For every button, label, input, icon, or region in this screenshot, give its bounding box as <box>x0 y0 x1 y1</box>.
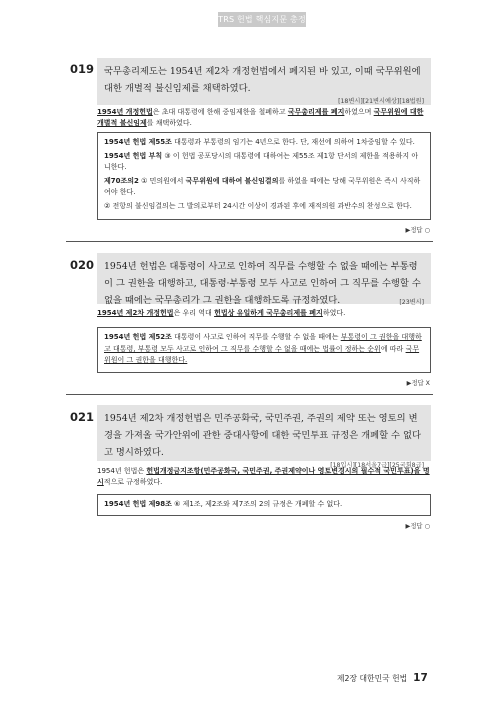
explanation-term: 헌법개정금지조항(민주공화국, 국민주권, 주권제약이나 영토변경시의 필수적 국민투표)을 명시 <box>97 467 430 486</box>
question-text: 국무총리제도는 1954년 제2차 개정헌법에서 폐지된 바 있고, 이때 국무위원에 대한 개별적 불신임제를 채택하였다. <box>104 66 421 94</box>
answer-label: ▶정답 ○ <box>405 227 430 234</box>
explanation: 1954년 개정헌법은 초대 대통령에 한해 중임제한을 철폐하고 국무총리제를 폐지하였으며 국무위원에 대한 개별적 불신임제를 채택하였다. <box>97 108 424 127</box>
page-footer <box>337 672 428 684</box>
explanation-term: 1954년 제2차 개정헌법 <box>97 309 174 317</box>
explanation: 1954년 헌법은 헌법개정금지조항(민주공화국, 국민주권, 주권제약이나 영토변경시의 필수적 국민투표)을 명시적으로 규정하였다. <box>97 467 430 486</box>
law-article: 제70조의2 ① 민의원에서 국무위원에 대하여 불신임결의를 하였을 때에는 당해 국무위원은 즉시 사직하여야 한다. <box>104 176 421 196</box>
explanation-term: 1954년 개정헌법 <box>97 108 153 116</box>
question-text: 1954년 제2차 개정헌법은 민주공화국, 국민주권, 주권의 제약 또는 영토의 변경을 가져올 국가안위에 관한 중대사항에 대한 국민투표 규정은 개폐할 수 없다고 명시하였다. <box>104 413 421 458</box>
question-source: [18입시][18서울7급][25국회8급] <box>330 462 424 469</box>
question-source: [23변시] <box>399 299 424 306</box>
law-article: 1954년 헌법 제55조 대통령과 부통령의 임기는 4년으로 한다. 단, 재선에 의하여 1차중임할 수 있다. <box>104 138 415 146</box>
law-article: 1954년 헌법 부칙 ③ 이 헌법 공포당시의 대통령에 대하여는 제55조 제1항 단서의 제한을 적용하지 아니한다. <box>104 151 419 171</box>
question-box <box>97 58 431 105</box>
question-box <box>97 253 431 304</box>
page-number: 17 <box>413 672 428 684</box>
question-number: 021 <box>70 410 95 424</box>
question-number: 020 <box>70 258 95 272</box>
explanation-term: 국무위원에 대한 개별적 불신임제 <box>97 108 424 127</box>
running-header: TRS 헌법 핵심지문 총정리 <box>218 12 306 27</box>
answer-label: ▶정답 ○ <box>405 523 430 530</box>
law-excerpt-box <box>97 327 431 373</box>
law-excerpt-box <box>97 132 431 220</box>
explanation-term: 헌법상 유일하게 국무총리제를 폐지 <box>214 309 323 317</box>
question-box <box>97 405 431 469</box>
law-article: 1954년 헌법 제52조 대통령이 사고로 인하여 직무를 수행할 수 없을 때에는 부통령이 그 권한을 대행하고 대통령, 부통령 모두 사고로 인하여 그 직무를 수행할 수 없을 때에는 법률이 정하는 순위에 따라 국무위원이 그 권한을 대행한다. <box>104 333 422 364</box>
law-article: 1954년 헌법 제98조 ⑥ 제1조, 제2조와 제7조의 2의 규정은 개폐할 수 없다. <box>104 500 343 508</box>
divider <box>66 394 433 395</box>
explanation-term: 국무총리제를 폐지 <box>287 108 345 116</box>
law-excerpt-box <box>97 494 431 516</box>
question-number: 019 <box>70 62 95 76</box>
explanation: 1954년 제2차 개정헌법은 우리 역대 헌법상 유일하게 국무총리제를 폐지하였다. <box>97 309 346 317</box>
question-text: 1954년 헌법은 대통령이 사고로 인하여 직무를 수행할 수 없을 때에는 부통령이 그 권한을 대행하고, 대통령·부통령 모두 사고로 인하여 그 직무를 수행할 수 없을 때에는 국무총리가 그 권한을 대행하도록 규정하였다. <box>104 261 421 306</box>
question-source: [18변시][21변시예상][18법원] <box>338 98 424 105</box>
chapter-title: 제2장 대한민국 헌법 <box>337 674 408 683</box>
divider <box>66 241 433 242</box>
answer-label: ▶정답 X <box>406 380 430 387</box>
law-article: ② 전항의 불신임결의는 그 발의로부터 24시간 이상이 경과된 후에 재적의원 과반수의 찬성으로 한다. <box>104 201 412 210</box>
